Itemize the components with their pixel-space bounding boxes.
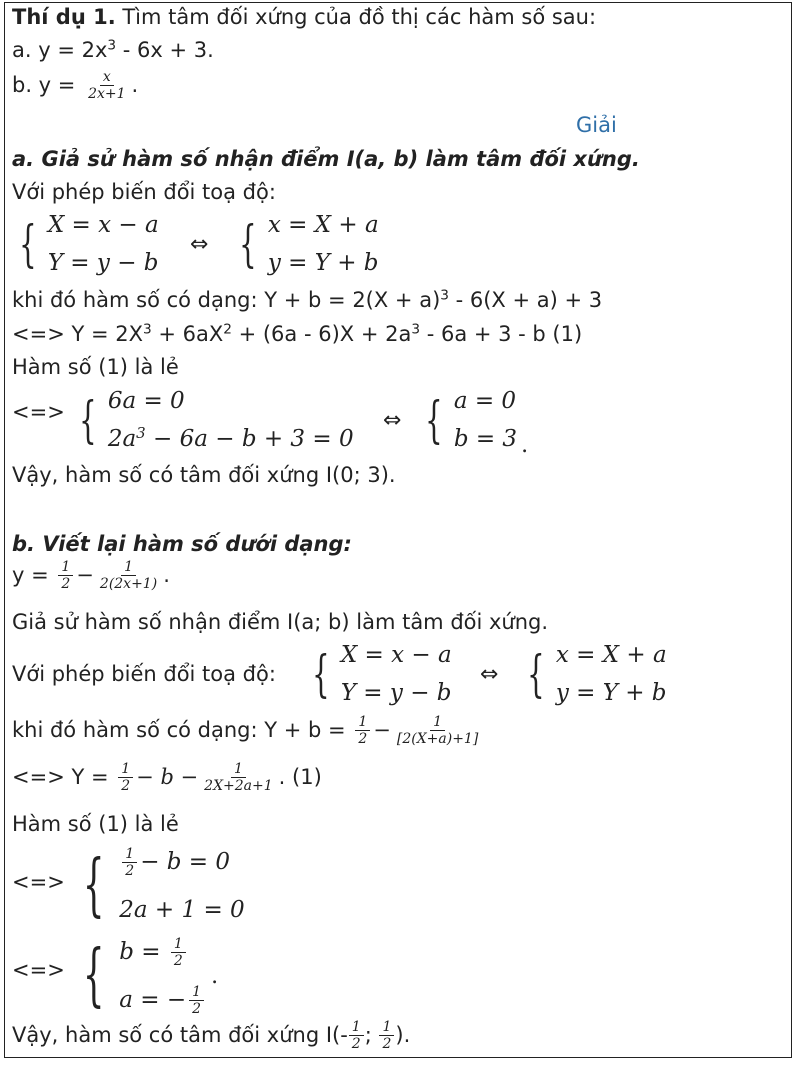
part-a-solution-system: { a = 0 b = 3 . <box>425 388 529 458</box>
brace: { <box>527 645 545 703</box>
brace: { <box>82 936 105 1015</box>
equiv-symbol: <=> <box>12 400 65 424</box>
equiv-symbol: <=> <box>12 870 65 894</box>
part-b-heading: b. Viết lại hàm số dưới dạng: <box>12 532 352 556</box>
iff-symbol: ⇔ <box>480 662 499 687</box>
example-title: Thí dụ 1. <box>12 5 116 29</box>
part-a-conclusion: Vậy, hàm số có tâm đối xứng I(0; 3). <box>12 463 396 487</box>
problem-statement <box>12 5 596 30</box>
part-a-expanded: <=> $Y = 2X^3 + 6aX^2 + (6a - 6)X + 2a^3 - 6a + 3 - b$ (1) <box>12 321 583 346</box>
equiv-symbol: <=> <box>12 958 65 982</box>
brace: { <box>312 645 330 703</box>
part-b-expanded: <=> Y = $\frac{1}{2}$ − b − $\frac{1}{2X+2a+1}$ . (1) <box>12 761 322 795</box>
item-a: a. $y = 2x^3 - 6x + 3$. <box>12 37 214 62</box>
brace: { <box>239 215 257 273</box>
solution-label: Giải <box>576 113 617 137</box>
part-b-odd-statement: Hàm số (1) là lẻ <box>12 812 179 836</box>
item-b: b. y = $\frac{x}{2x+1}$ . <box>12 69 139 103</box>
part-a-inverse-system: { x = X + a y = Y + b <box>239 212 379 276</box>
brace: { <box>82 846 105 925</box>
part-b-transform-system: { X = x − a Y = y − b <box>312 642 452 706</box>
iff-symbol: ⇔ <box>383 408 402 433</box>
brace: { <box>425 391 443 449</box>
part-b-rewrite: y = $\frac{1}{2}$ − $\frac{1}{2(2x+1)}$ . <box>12 559 170 593</box>
problem-prompt: Tìm tâm đối xứng của đồ thị các hàm số sau: <box>122 5 597 29</box>
iff-symbol: ⇔ <box>190 232 209 257</box>
part-b-assumption: Giả sử hàm số nhận điểm I(a; b) làm tâm đối xứng. <box>12 610 549 634</box>
part-a-new-form: khi đó hàm số có dạng: $Y + b = 2(X + a)^3 - 6(X + a) + 3$ <box>12 287 603 312</box>
part-b-inverse-system: { x = X + a y = Y + b <box>527 642 667 706</box>
part-a-transform-intro: Với phép biến đổi toạ độ: <box>12 180 276 204</box>
part-a-odd-statement: Hàm số (1) là lẻ <box>12 355 179 379</box>
part-a-heading: a. Giả sử hàm số nhận điểm I(a, b) làm tâm đối xứng. <box>12 147 640 171</box>
part-b-conclusion: Vậy, hàm số có tâm đối xứng I(- $\frac{1}{2}$ ; $\frac{1}{2}$ ). <box>12 1019 411 1053</box>
part-b-transform-intro: Với phép biến đổi toạ độ: <box>12 662 276 686</box>
part-b-new-form: khi đó hàm số có dạng: Y + b = $\frac{1}{2}$ − $\frac{1}{[2(X+a)+1]}$ <box>12 714 479 748</box>
brace: { <box>19 215 37 273</box>
part-b-condition-system: { $\frac{1}{2}$ − b = 0 2a + 1 = 0 <box>82 845 245 925</box>
part-a-condition-system: { 6a = 0 $2a^3 - 6a - b + 3 = 0$ <box>79 388 354 452</box>
fraction: $\frac{x}{2x+1}$ <box>88 69 126 103</box>
brace: { <box>79 391 97 449</box>
part-b-solution-system: { b = $\frac{1}{2}$ a = − $\frac{1}{2}$ . <box>82 935 219 1018</box>
part-a-transform-system: { X = x − a Y = y − b <box>19 212 159 276</box>
